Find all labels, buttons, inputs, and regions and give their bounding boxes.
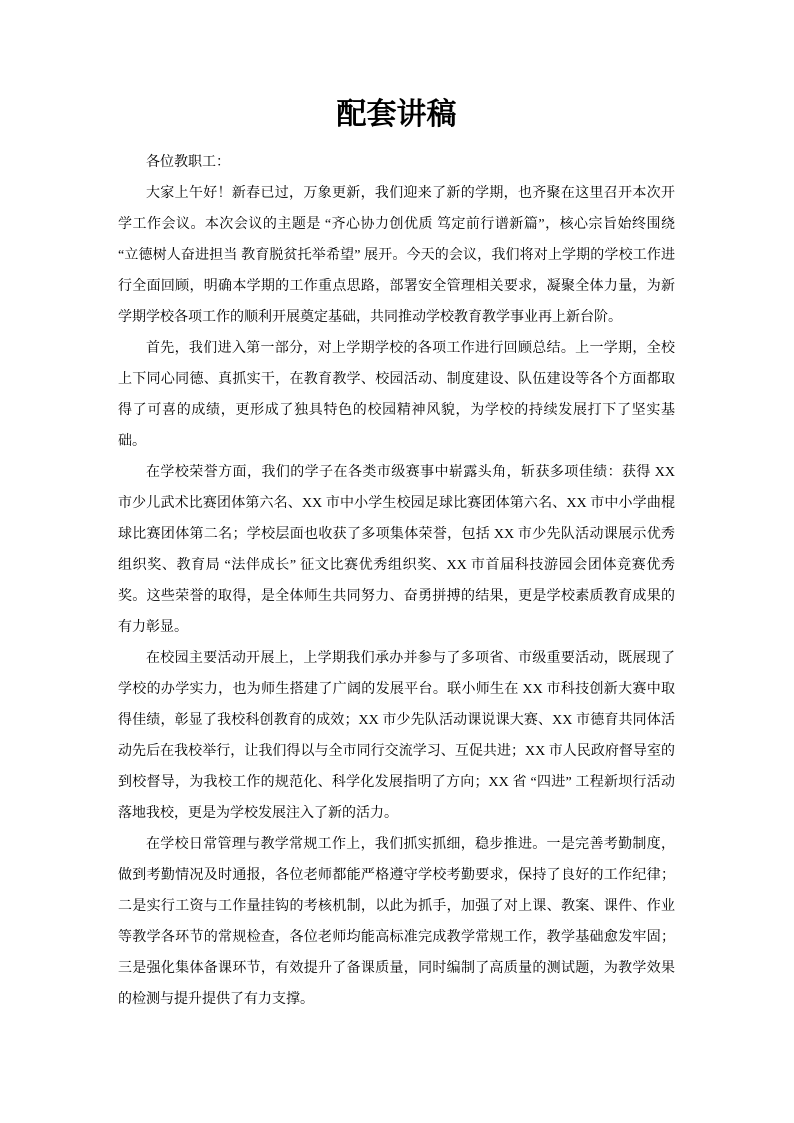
salutation-line: 各位教职工： (146, 155, 230, 170)
document-title: 配套讲稿 (336, 98, 457, 131)
paragraph-opening: 大家上午好！新春已过，万象更新，我们迎来了新的学期，也齐聚在这里召开本次开学工作会议。本次会议的主题是 “齐心协力创优质 笃定前行谱新篇”，核心宗旨始终围绕 “立德树人奋进担当 教育脱贫托举希望” 展开。今天的会议，我们将对上学期的学校工作进行全面回顾，明确本学期的工作重点思路，部署安全管理相关要求，凝聚全体力量，为新学期学校各项工作的顺利开展奠定基础，共同推动学校教育教学事业再上新台阶。 (118, 186, 675, 325)
paragraph-review-summary: 首先，我们进入第一部分，对上学期学校的各项工作进行回顾总结。上一学期，全校上下同心同德、真抓实干，在教育教学、校园活动、制度建设、队伍建设等各个方面都取得了可喜的成绩，更形成了独具特色的校园精神风貌，为学校的持续发展打下了坚实基础。 (118, 341, 675, 449)
paragraph-school-honors: 在学校荣誉方面，我们的学子在各类市级赛事中崭露头角，斩获多项佳绩：获得 XX 市少儿武术比赛团体第六名、XX 市中小学生校园足球比赛团体第六名、XX 市中小学曲棍球比赛团体第二名；学校层面也收获了多项集体荣誉，包括 XX 市少先队活动课展示优秀组织奖、教育局 “法伴成长” 征文比赛优秀组织奖、XX 市首届科技游园会团体竞赛优秀奖。这些荣誉的取得，是全体师生共同努力、奋勇拼搏的结果，更是学校素质教育成果的有力彰显。 (118, 465, 675, 635)
paragraph-campus-activities: 在校园主要活动开展上，上学期我们承办并参与了多项省、市级重要活动，既展现了学校的办学实力，也为师生搭建了广阔的发展平台。联小师生在 XX 市科技创新大赛中取得佳绩，彰显了我校科创教育的成效；XX 市少先队活动课说课大赛、XX 市德育共同体活动先后在我校举行，让我们得以与全市同行交流学习、互促共进；XX 市人民政府督导室的到校督导，为我校工作的规范化、科学化发展指明了方向；XX 省 “四进” 工程新坝行活动落地我校，更是为学校发展注入了新的活力。 (118, 651, 675, 821)
paragraph-daily-management: 在学校日常管理与教学常规工作上，我们抓实抓细，稳步推进。一是完善考勤制度，做到考勤情况及时通报，各位老师都能严格遵守学校考勤要求，保持了良好的工作纪律；二是实行工资与工作量挂钩的考核机制，以此为抓手，加强了对上课、教案、课件、作业等教学各环节的常规检查，各位老师均能高标准完成教学常规工作，教学基础愈发牢固；三是强化集体备课环节，有效提升了备课质量，同时编制了高质量的测试题，为教学效果的检测与提升提供了有力支撑。 (118, 837, 675, 1007)
